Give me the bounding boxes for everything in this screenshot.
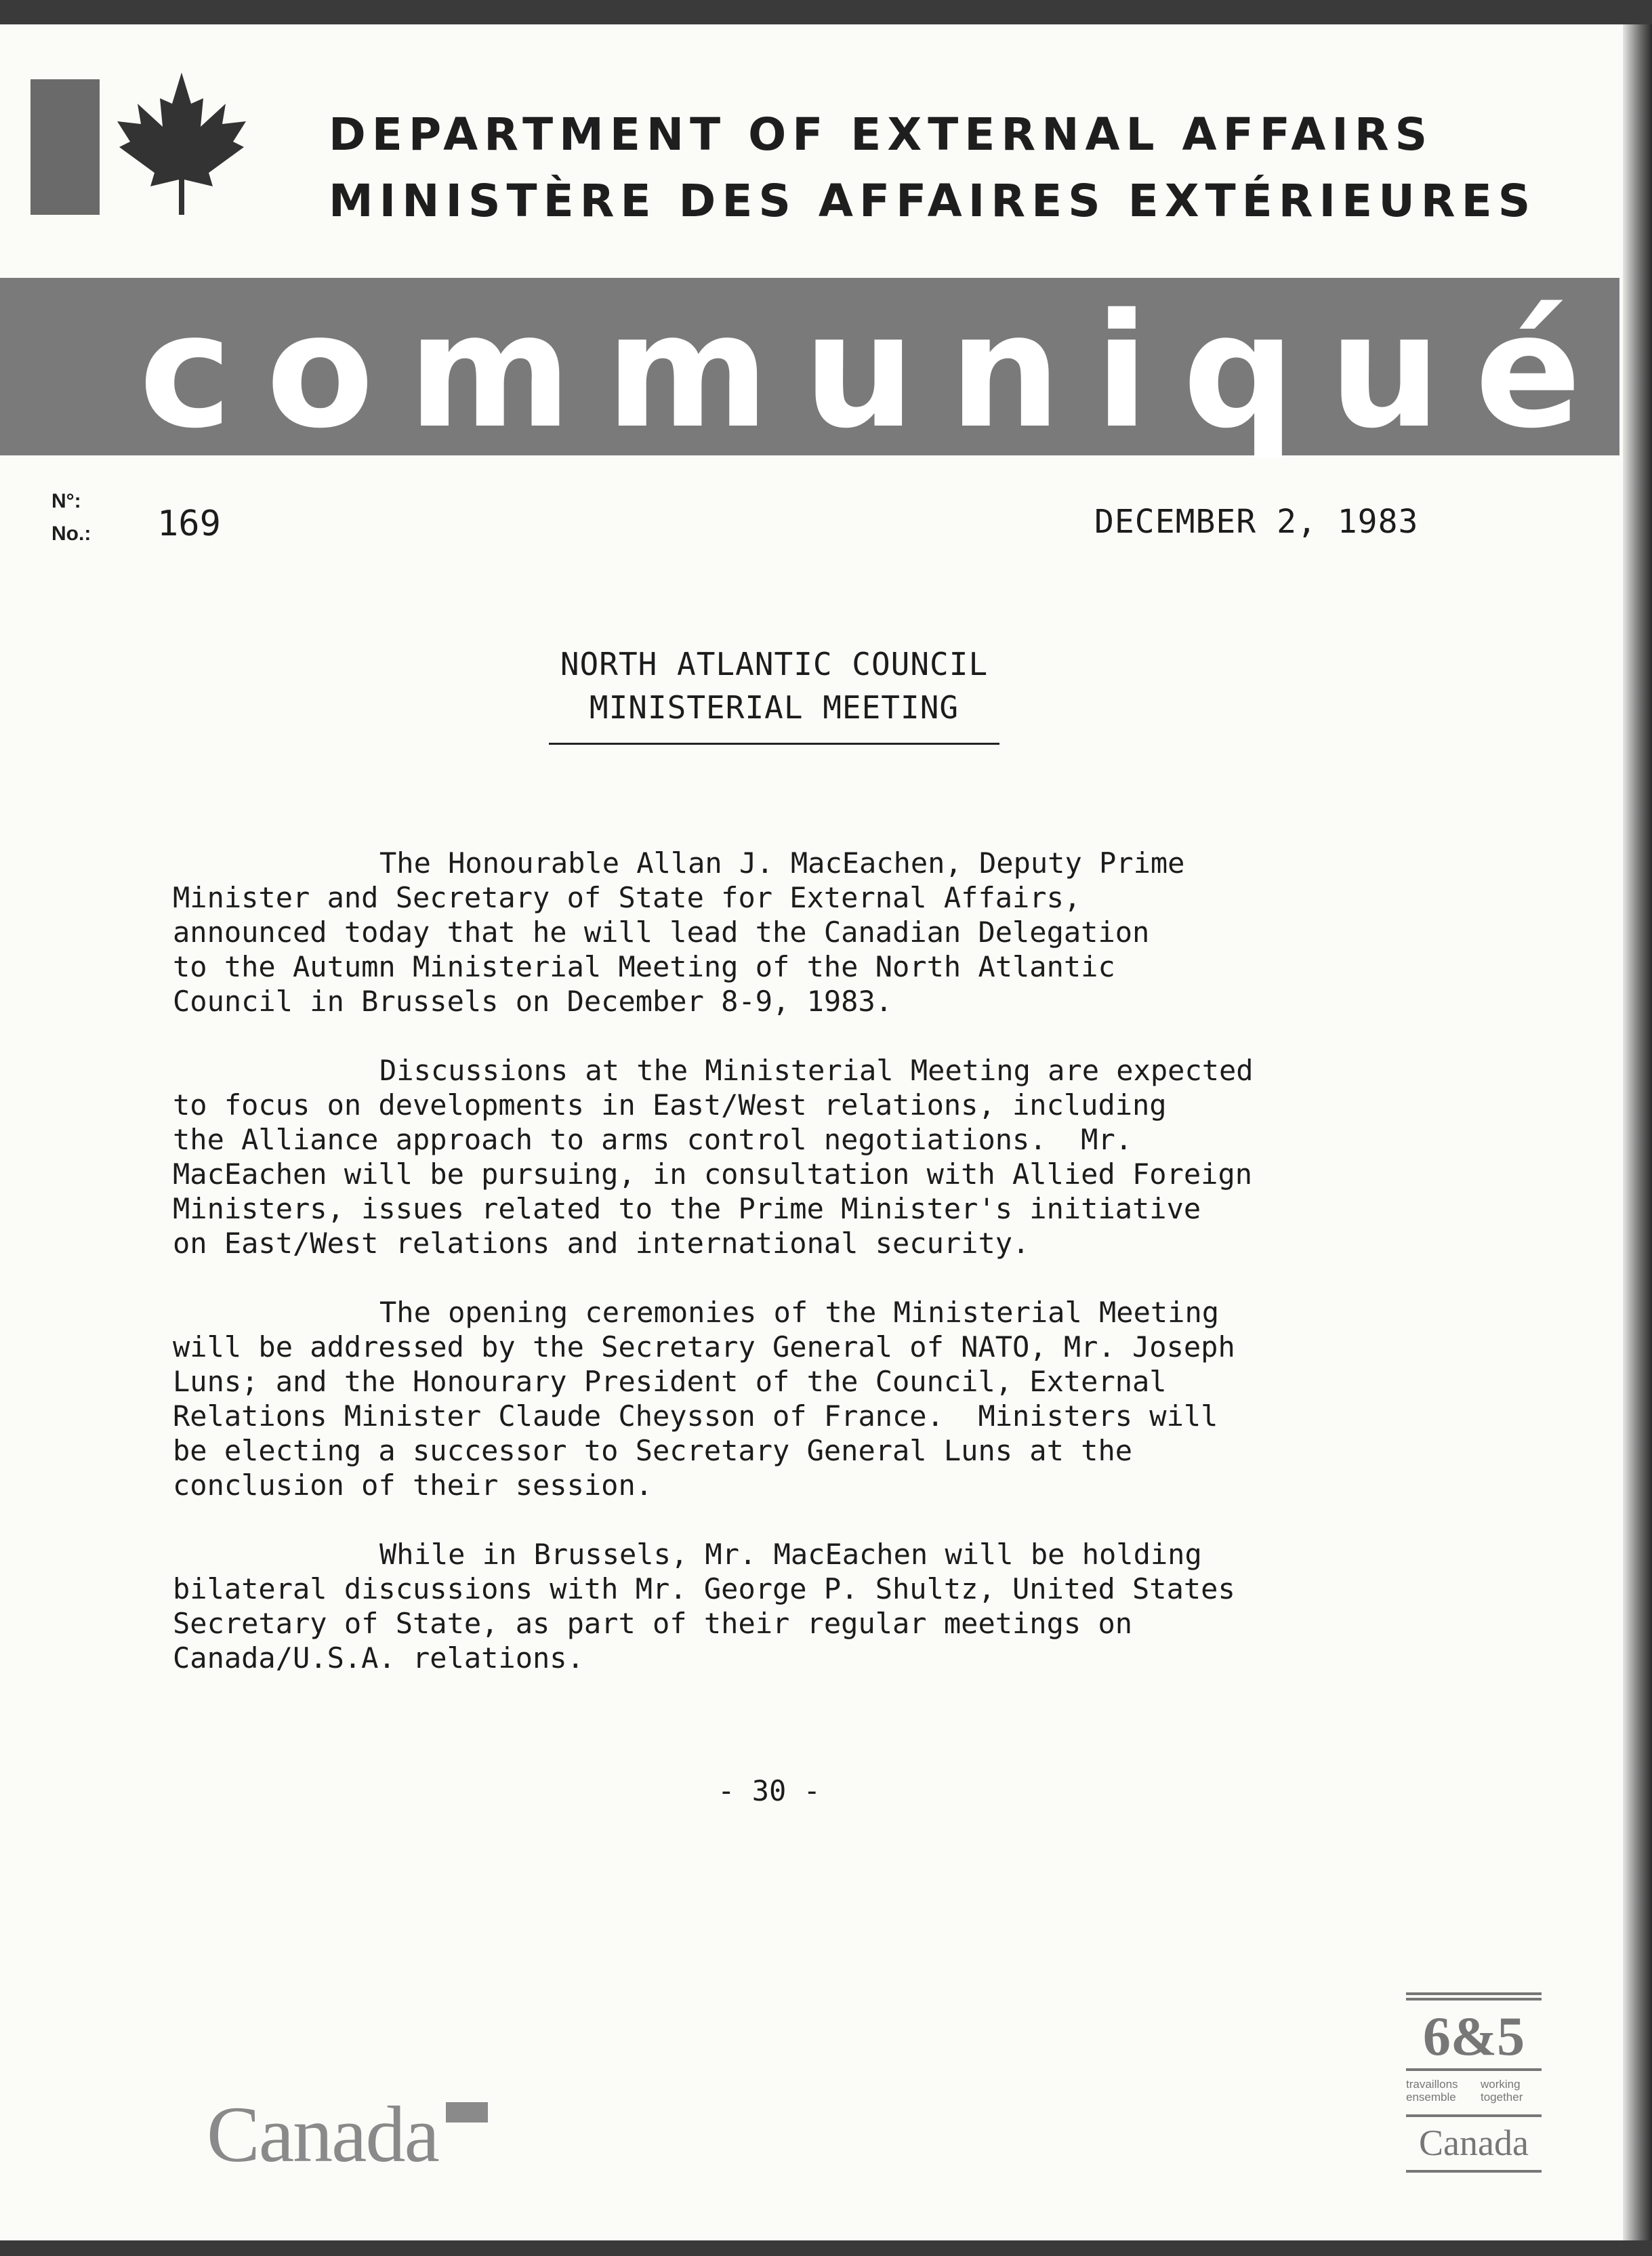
text-line: Minister and Secretary of State for External Affairs,: [173, 881, 1081, 914]
seal-number: 6&5: [1422, 2005, 1525, 2067]
seal-country: Canada: [1419, 2122, 1529, 2163]
title-line-2: MINISTERIAL MEETING: [589, 689, 959, 726]
canada-wordmark: Canada: [207, 2090, 438, 2179]
flag-bar: [30, 79, 100, 215]
paragraph: [173, 1537, 1528, 1675]
department-name-en: DEPARTMENT OF EXTERNAL AFFAIRS: [329, 108, 1434, 161]
number-label: [51, 485, 91, 550]
text-line: be electing a successor to Secretary General Luns at the: [173, 1434, 1133, 1467]
text-line: bilateral discussions with Mr. George P. Shultz, United States: [173, 1572, 1235, 1605]
text-line: Relations Minister Claude Cheysson of France. Ministers will: [173, 1399, 1218, 1433]
number-label-fr: N°:: [51, 490, 81, 512]
text-line: Secretary of State, as part of their regular meetings on: [173, 1607, 1133, 1640]
text-line: Ministers, issues related to the Prime Minister's initiative: [173, 1192, 1201, 1225]
seal-rule: [1406, 1992, 1542, 1995]
page-number: - 30 -: [718, 1774, 821, 1807]
paragraph: [173, 1295, 1528, 1502]
text-line: Discussions at the Ministerial Meeting are expected: [379, 1054, 1254, 1087]
maple-leaf-icon: [114, 71, 249, 217]
text-line: will be addressed by the Secretary General of NATO, Mr. Joseph: [173, 1330, 1235, 1363]
communique-number: 169: [157, 504, 221, 544]
text-line: to the Autumn Ministerial Meeting of the North Atlantic: [173, 950, 1115, 983]
department-heading: [329, 102, 1536, 234]
banner-title: communiqué: [139, 280, 1615, 463]
page-edge-shadow: [1623, 24, 1652, 2256]
text-line: MacEachen will be pursuing, in consultation with Allied Foreign: [173, 1157, 1253, 1191]
anniversary-seal: [1406, 1992, 1542, 2179]
seal-rule: [1406, 1998, 1542, 2001]
wordmark-flag-icon: [446, 2102, 488, 2122]
body-text: [173, 846, 1528, 1710]
text-line: The Honourable Allan J. MacEachen, Deputy Prime: [379, 846, 1185, 880]
text-line: announced today that he will lead the Canadian Delegation: [173, 916, 1150, 949]
department-name-fr: MINISTÈRE DES AFFAIRES EXTÉRIEURES: [329, 175, 1537, 227]
seal-rule: [1406, 2170, 1542, 2173]
seal-text-en: working together: [1481, 2078, 1523, 2104]
text-line: to focus on developments in East/West relations, including: [173, 1088, 1167, 1122]
text-line: Luns; and the Honourary President of the Council, External: [173, 1365, 1167, 1398]
title-line-1: NORTH ATLANTIC COUNCIL: [560, 646, 989, 682]
text-line: on East/West relations and international security.: [173, 1227, 1030, 1260]
document-title: [549, 642, 999, 729]
scan-border-bottom: [0, 2240, 1652, 2256]
paragraph: [173, 846, 1528, 1019]
text-line: The opening ceremonies of the Ministerial Meeting: [379, 1296, 1220, 1329]
text-line: Council in Brussels on December 8-9, 1983.: [173, 985, 893, 1018]
number-label-en: No.:: [51, 522, 91, 545]
text-line: Canada/U.S.A. relations.: [173, 1641, 584, 1675]
text-line: While in Brussels, Mr. MacEachen will be holding: [379, 1538, 1202, 1571]
text-line: the Alliance approach to arms control negotiations. Mr.: [173, 1123, 1133, 1156]
communique-date: DECEMBER 2, 1983: [1094, 503, 1419, 541]
title-underline: [549, 743, 999, 745]
seal-rule: [1406, 2068, 1542, 2071]
seal-rule: [1406, 2114, 1542, 2117]
text-line: conclusion of their session.: [173, 1469, 653, 1502]
paragraph: [173, 1053, 1528, 1260]
seal-text-fr: travaillons ensemble: [1406, 2078, 1458, 2104]
